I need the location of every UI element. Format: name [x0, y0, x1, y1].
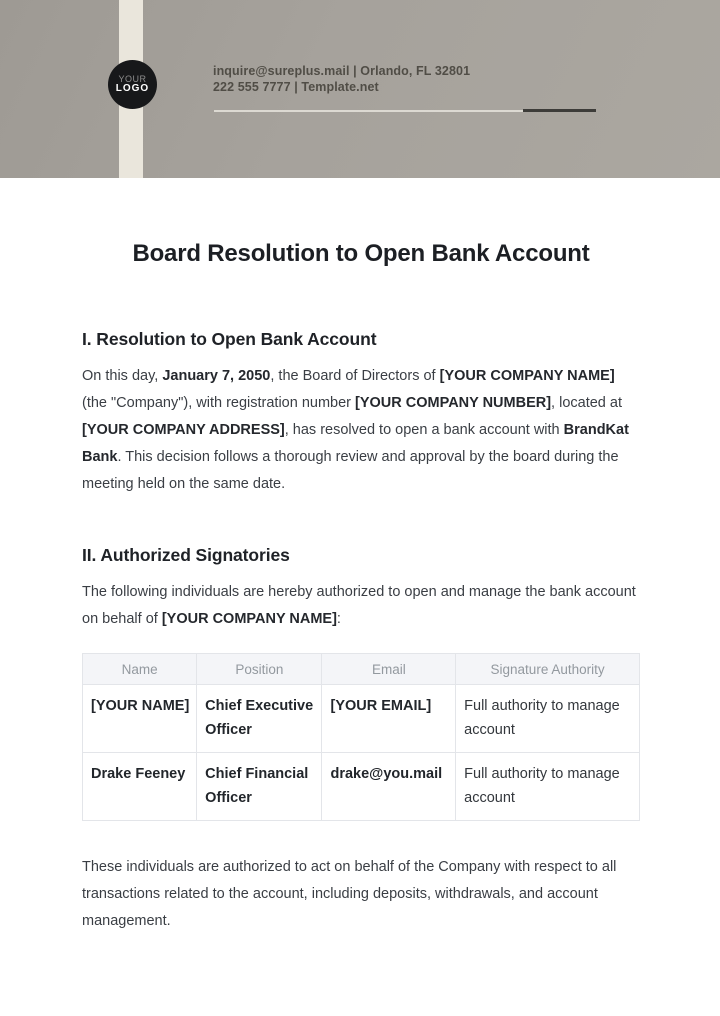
column-header-signature-authority: Signature Authority — [456, 654, 640, 685]
column-header-email: Email — [322, 654, 456, 685]
signatories-table — [82, 653, 640, 821]
cell-authority: Full authority to manage account — [456, 753, 640, 821]
company-logo — [108, 60, 157, 109]
table-row — [83, 753, 640, 821]
column-header-name: Name — [83, 654, 197, 685]
cell-authority: Full authority to manage account — [456, 685, 640, 753]
signatories-table-header — [83, 654, 640, 685]
table-row — [83, 685, 640, 753]
contact-info — [213, 63, 470, 95]
cell-name: [YOUR NAME] — [83, 685, 197, 753]
cell-position: Chief Executive Officer — [197, 685, 322, 753]
cell-position: Chief Financial Officer — [197, 753, 322, 821]
section-2-intro: The following individuals are hereby authorized to open and manage the bank account on behalf of [YOUR COMPANY NAME]: — [82, 584, 636, 627]
closing-paragraph: These individuals are authorized to act on behalf of the Company with respect to all transactions related to the account, including deposits, withdrawals, and account management. — [82, 859, 617, 929]
contact-line-2: 222 555 7777 | Template.net — [213, 80, 379, 94]
page-title: Board Resolution to Open Bank Account — [132, 240, 590, 267]
logo-text-logo: LOGO — [115, 82, 150, 94]
cell-name: Drake Feeney — [83, 753, 197, 821]
divider-accent-segment — [523, 109, 596, 112]
section-1-heading: I. Resolution to Open Bank Account — [82, 329, 377, 349]
cell-email: drake@you.mail — [322, 753, 456, 821]
section-1-paragraph: On this day, January 7, 2050, the Board of Directors of [YOUR COMPANY NAME] (the "Company"), with registration number [YOUR COMPANY NUMBER], located at [YOUR COMPANY ADDRESS], has resolved to open a bank account with BrandKat Bank. This decision follows a thorough review and approval by the board during the meeting held on the same date. — [82, 368, 629, 492]
document-body — [0, 178, 720, 935]
column-header-position: Position — [197, 654, 322, 685]
cell-email: [YOUR EMAIL] — [322, 685, 456, 753]
logo-text-your: YOUR — [118, 73, 147, 84]
contact-line-1: inquire@sureplus.mail | Orlando, FL 32801 — [213, 64, 471, 78]
letterhead — [0, 0, 720, 178]
divider-line — [214, 110, 524, 112]
section-2-heading: II. Authorized Signatories — [82, 545, 290, 565]
